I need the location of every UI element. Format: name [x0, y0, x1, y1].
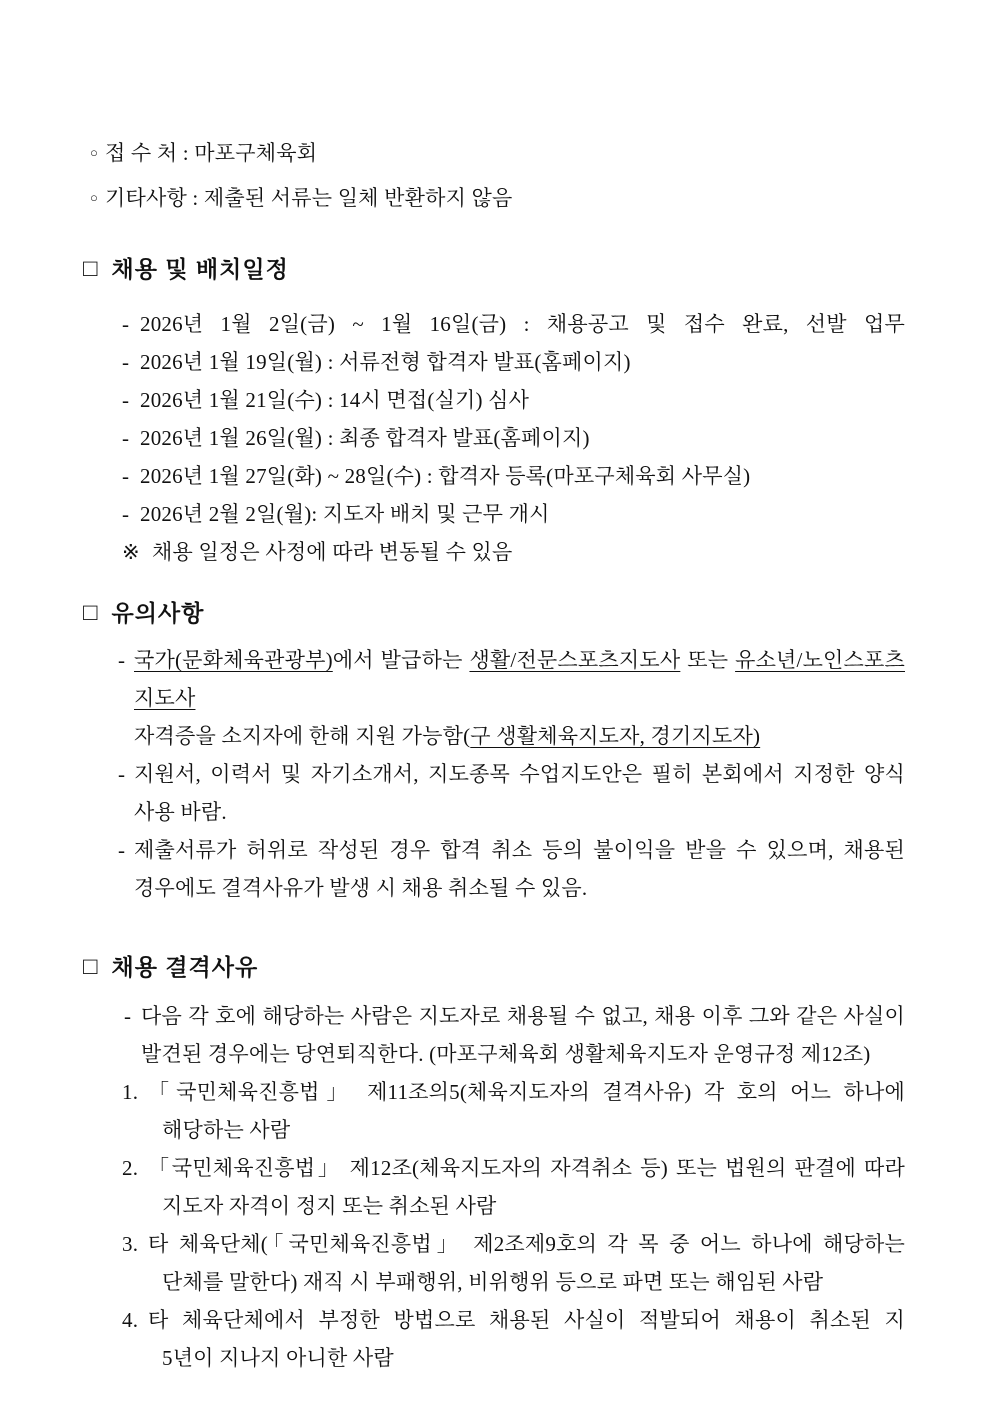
dash-bullet-icon: -: [118, 762, 126, 786]
section-title-notes: [83, 597, 905, 629]
dash-bullet-icon: -: [124, 1004, 132, 1028]
schedule-item: [90, 419, 905, 457]
schedule-item: [90, 343, 905, 381]
issued-by-text: 에서 발급하는: [332, 648, 470, 672]
schedule-item-text: 2026년 1월 19일(월) : 서류전형 합격자 발표(홈페이지): [140, 350, 631, 374]
item-number: 1.: [122, 1080, 139, 1104]
schedule-item: [90, 305, 905, 343]
schedule-item-text: 2026년 1월 2일(금) ~ 1월 16일(금) : 채용공고 및 접수 완료, 선발 업무: [140, 312, 905, 336]
notes-bullet-lines: [134, 831, 905, 907]
schedule-item-text: 2026년 1월 26일(월) : 최종 합격자 발표(홈페이지): [140, 426, 590, 450]
reference-mark-icon: ※: [122, 540, 140, 564]
disqualification-intro: [90, 997, 905, 1073]
schedule-item: [90, 381, 905, 419]
notes-bullet-false-documents: [90, 831, 905, 907]
section-title-disqualification: [83, 951, 905, 983]
schedule-footnote: [90, 533, 905, 571]
disqualification-item-lines: [148, 1225, 905, 1301]
section-title-schedule: [83, 253, 905, 285]
schedule-item-text: 2026년 1월 21일(수) : 14시 면접(실기) 심사: [140, 388, 530, 412]
item-number: 2.: [122, 1156, 139, 1180]
notes-bullet-line1: 제출서류가 허위로 작성된 경우 합격 취소 등의 불이익을 받을 수 있으며, 채용된: [134, 838, 905, 862]
disqualification-item-line1: 타 체육단체에서 부정한 방법으로 채용된 사실이 적발되어 채용이 취소된 지: [148, 1308, 905, 1332]
schedule-item-text: 2026년 1월 27일(화) ~ 28일(수) : 합격자 등록(마포구체육회 사무실): [140, 464, 751, 488]
disqualification-item-line2: 해당하는 사람: [162, 1118, 291, 1142]
notes-bullet-line2: [134, 717, 905, 755]
intro-line-receipt-office: [90, 134, 905, 172]
schedule-item: [90, 495, 905, 533]
circle-bullet-icon: ○: [90, 190, 99, 205]
disqualification-intro-line1: 다음 각 호에 해당하는 사람은 지도자로 채용될 수 없고, 채용 이후 그와 같은 사실이: [141, 1004, 905, 1028]
dash-bullet-icon: -: [122, 502, 130, 526]
disqualification-item-lines: [148, 1073, 905, 1149]
issuer-underlined-text: 국가(문화체육관광부): [134, 648, 333, 672]
notes-bullet-certificates: [90, 641, 905, 755]
disqualification-item-line1: 「국민체육진흥법」 제12조(체육지도자의 자격취소 등) 또는 법원의 판결에 따라: [148, 1156, 905, 1180]
dash-bullet-icon: -: [122, 464, 130, 488]
schedule-item-text: 2026년 2월 2일(월): 지도자 배치 및 근무 개시: [140, 502, 550, 526]
item-number: 3.: [122, 1232, 139, 1256]
disqualification-item-1: [90, 1073, 905, 1149]
notes-title-text: 유의사항: [111, 600, 205, 626]
dash-bullet-icon: -: [122, 388, 130, 412]
disqualification-item-lines: [148, 1301, 905, 1377]
certificate2-underlined-text: 유소년/노인스포츠지도사: [134, 648, 905, 710]
disqualification-item-3: [90, 1225, 905, 1301]
disqualification-item-4: [90, 1301, 905, 1377]
notes-bullet-lines: [134, 641, 905, 755]
disqualification-item-line2: 단체를 말한다) 재직 시 부패행위, 비위행위 등으로 파면 또는 해임된 사람: [162, 1270, 824, 1294]
item-number: 4.: [122, 1308, 139, 1332]
or-text: 또는: [680, 648, 736, 672]
disqualification-item-line1: 타 체육단체(「국민체육진흥법」 제2조제9호의 각 목 중 어느 하나에 해당하는: [148, 1232, 905, 1256]
former-titles-underlined-text: 구 생활체육지도자, 경기지도자): [470, 724, 761, 748]
intro-line-other-notes: [90, 179, 905, 217]
receipt-office-text: 접 수 처 : 마포구체육회: [105, 141, 318, 165]
disqualification-item-lines: [148, 1149, 905, 1225]
dash-bullet-icon: -: [118, 838, 126, 862]
notes-bullet-line1: 지원서, 이력서 및 자기소개서, 지도종목 수업지도안은 필히 본회에서 지정한 양식: [134, 762, 905, 786]
checkbox-square-icon: □: [83, 255, 99, 282]
eligibility-text: 자격증을 소지자에 한해 지원 가능함(: [134, 724, 471, 748]
dash-bullet-icon: -: [118, 648, 126, 672]
dash-bullet-icon: -: [122, 312, 130, 336]
dash-bullet-icon: -: [122, 426, 130, 450]
notes-bullet-line1: [134, 641, 905, 717]
disqualification-item-line1: 「국민체육진흥법」 제11조의5(체육지도자의 결격사유) 각 호의 어느 하나에: [148, 1080, 905, 1104]
dash-bullet-icon: -: [122, 350, 130, 374]
schedule-footnote-text: 채용 일정은 사정에 따라 변동될 수 있음: [152, 540, 513, 564]
disqualification-intro-lines: [141, 997, 905, 1073]
notes-bullet-lines: [134, 755, 905, 831]
disqualification-item-line2: 지도자 자격이 정지 또는 취소된 사람: [162, 1194, 497, 1218]
certificate1-underlined-text: 생활/전문스포츠지도사: [469, 648, 681, 672]
other-notes-text: 기타사항 : 제출된 서류는 일체 반환하지 않음: [105, 186, 513, 210]
disqualification-title-text: 채용 결격사유: [111, 954, 259, 980]
disqualification-intro-line2: 발견된 경우에는 당연퇴직한다. (마포구체육회 생활체육지도자 운영규정 제12조): [141, 1042, 871, 1066]
disqualification-item-line2: 5년이 지나지 아니한 사람: [162, 1346, 394, 1370]
notes-bullet-forms: [90, 755, 905, 831]
notes-bullet-line2: 사용 바람.: [134, 800, 227, 824]
schedule-item: [90, 457, 905, 495]
schedule-title-text: 채용 및 배치일정: [111, 256, 289, 282]
checkbox-square-icon: □: [83, 599, 99, 626]
checkbox-square-icon: □: [83, 953, 99, 980]
circle-bullet-icon: ○: [90, 145, 99, 160]
notes-bullet-line2: 경우에도 결격사유가 발생 시 채용 취소될 수 있음.: [134, 876, 588, 900]
disqualification-item-2: [90, 1149, 905, 1225]
